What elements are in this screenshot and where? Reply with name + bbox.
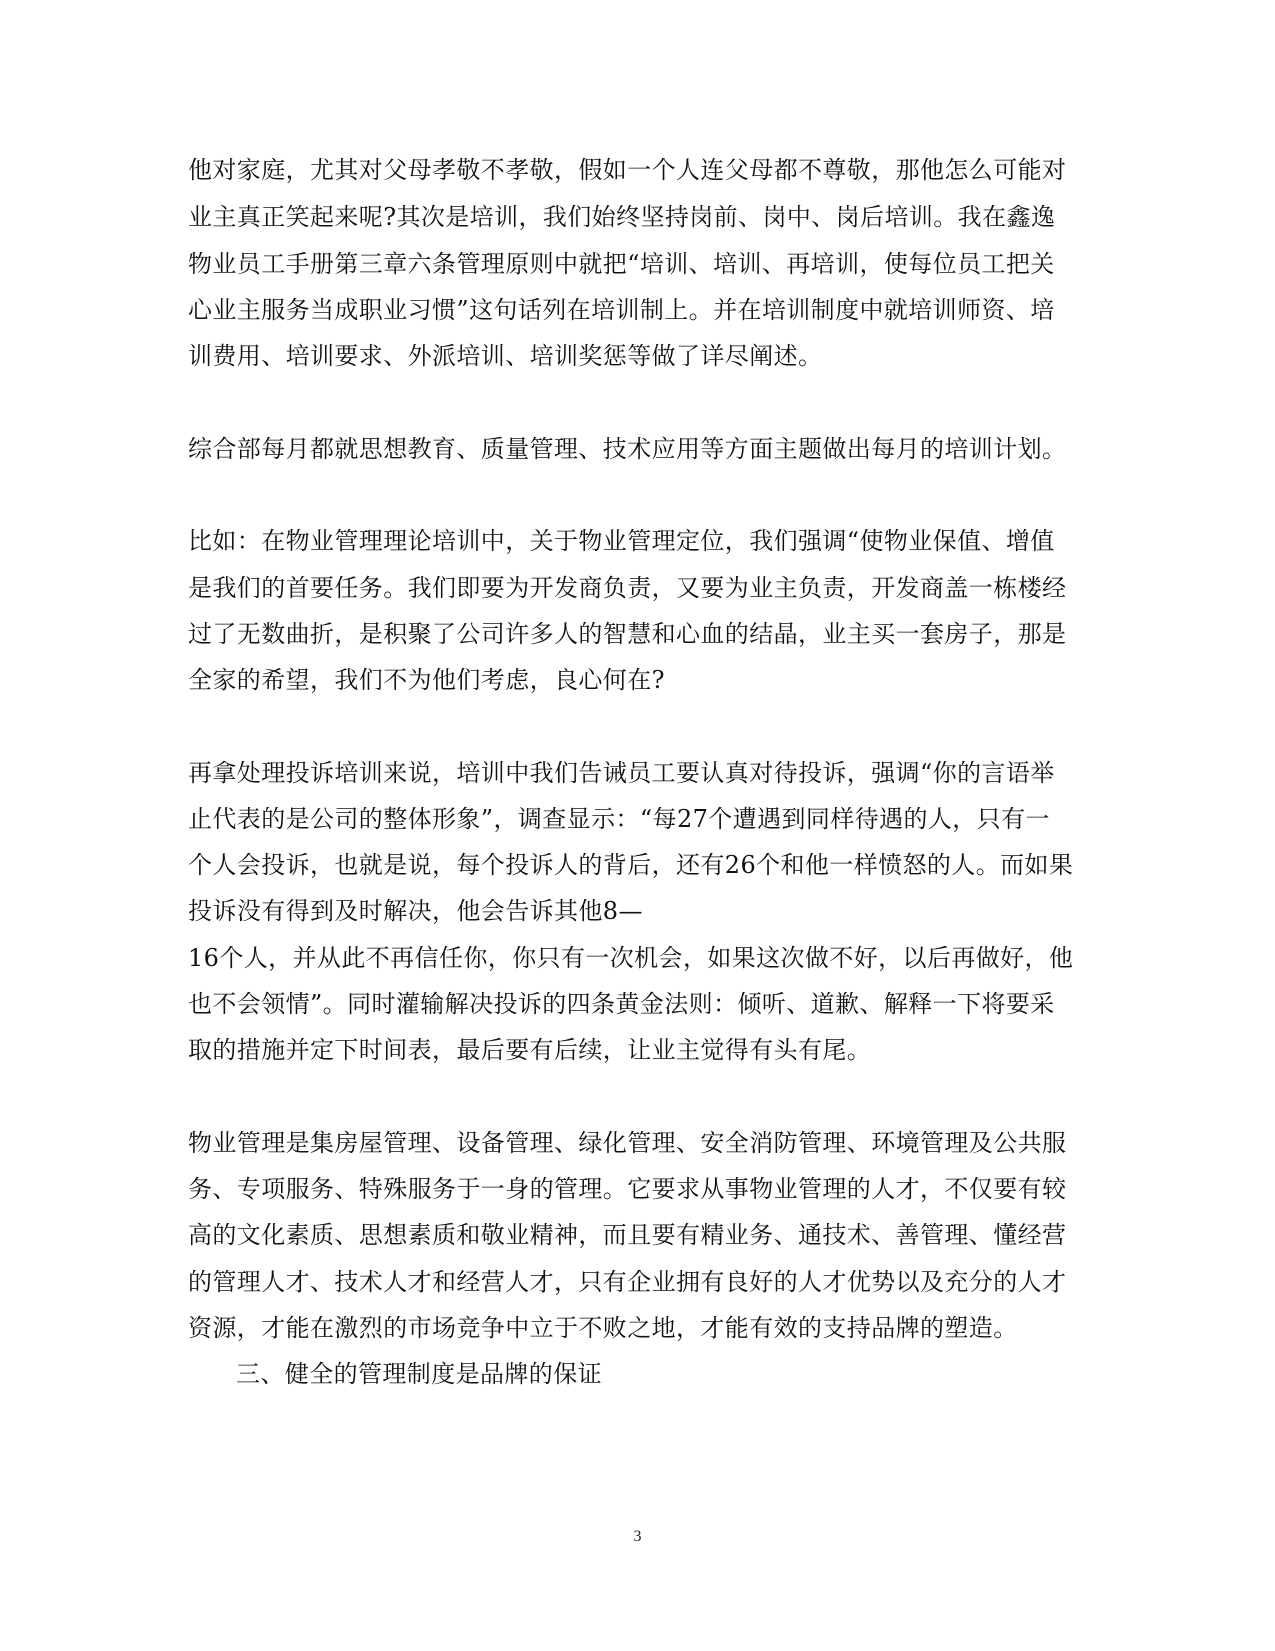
text-line: 的管理人才、技术人才和经营人才，只有企业拥有良好的人才优势以及充分的人才 bbox=[188, 1268, 1067, 1296]
text-line: 训费用、培训要求、外派培训、培训奖惩等做了详尽阐述。 bbox=[188, 342, 823, 370]
text-line: 综合部每月都就思想教育、质量管理、技术应用等方面主题做出每月的培训计划。 bbox=[188, 435, 1067, 463]
text-line: 再拿处理投诉培训来说，培训中我们告诫员工要认真对待投诉，强调“你的言语举 bbox=[188, 759, 1055, 787]
text-line: 物业管理是集房屋管理、设备管理、绿化管理、安全消防管理、环境管理及公共服 bbox=[188, 1129, 1067, 1157]
text-line: 取的措施并定下时间表，最后要有后续，让业主觉得有头有尾。 bbox=[188, 1036, 872, 1064]
text-line: 也不会领情”。同时灌输解决投诉的四条黄金法则：倾听、道歉、解释一下将要采 bbox=[188, 990, 1055, 1018]
text-line: 心业主服务当成职业习惯”这句话列在培训制上。并在培训制度中就培训师资、培 bbox=[188, 296, 1055, 324]
page-number: 3 bbox=[633, 1528, 642, 1545]
text-line: 16个人，并从此不再信任你，你只有一次机会，如果这次做不好，以后再做好，他 bbox=[188, 944, 1074, 972]
text-line: 物业员工手册第三章六条管理原则中就把“培训、培训、再培训，使每位员工把关 bbox=[188, 250, 1055, 278]
text-line: 他对家庭，尤其对父母孝敬不孝敬，假如一个人连父母都不尊敬，那他怎么可能对 bbox=[188, 156, 1067, 184]
text-line: 是我们的首要任务。我们即要为开发商负责，又要为业主负责，开发商盖一栋楼经 bbox=[188, 574, 1067, 602]
text-line: 止代表的是公司的整体形象”，调查显示：“每27个遭遇到同样待遇的人，只有一 bbox=[188, 805, 1050, 833]
text-line: 投诉没有得到及时解决，他会告诉其他8— bbox=[188, 897, 643, 925]
text-line: 务、专项服务、特殊服务于一身的管理。它要求从事物业管理的人才，不仅要有较 bbox=[188, 1175, 1067, 1203]
text-line: 比如：在物业管理理论培训中，关于物业管理定位，我们强调“使物业保值、增值 bbox=[188, 527, 1055, 555]
text-line: 业主真正笑起来呢?其次是培训，我们始终坚持岗前、岗中、岗后培训。我在鑫逸 bbox=[188, 203, 1056, 231]
text-line: 全家的希望，我们不为他们考虑，良心何在? bbox=[188, 666, 665, 694]
text-line: 个人会投诉，也就是说，每个投诉人的背后，还有26个和他一样愤怒的人。而如果 bbox=[188, 851, 1074, 879]
text-line: 资源，才能在激烈的市场竞争中立于不败之地，才能有效的支持品牌的塑造。 bbox=[188, 1314, 1018, 1342]
section-heading: 三、健全的管理制度是品牌的保证 bbox=[236, 1360, 602, 1388]
text-line: 过了无数曲折，是积聚了公司许多人的智慧和心血的结晶，业主买一套房子，那是 bbox=[188, 620, 1067, 648]
text-line: 高的文化素质、思想素质和敬业精神，而且要有精业务、通技术、善管理、懂经营 bbox=[188, 1221, 1067, 1249]
